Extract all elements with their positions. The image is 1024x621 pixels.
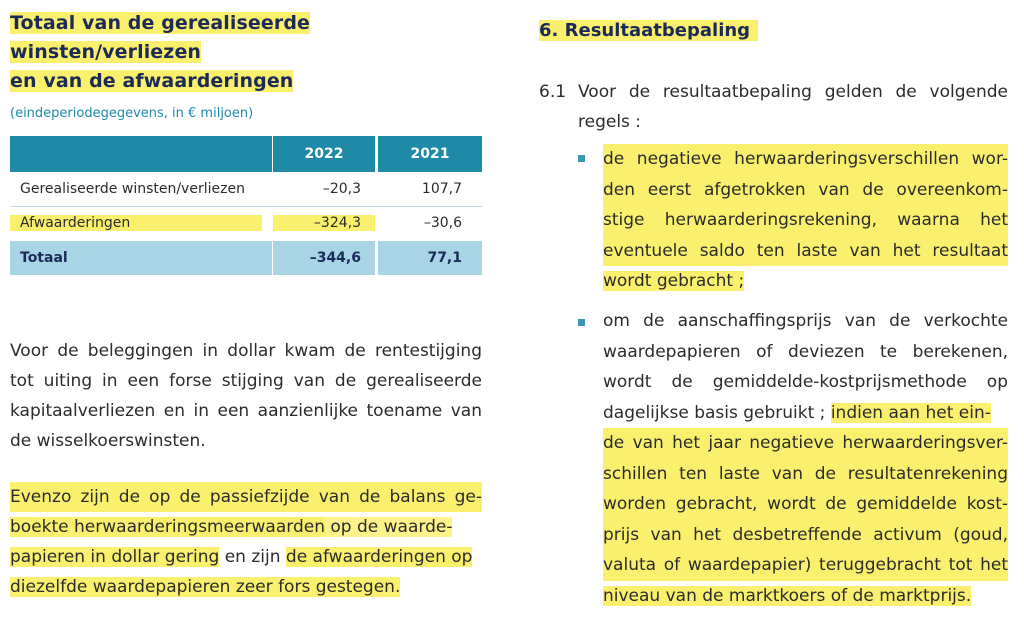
table-row <box>10 207 482 239</box>
text-line: prijs van het desbetreffende activum (goud, <box>603 520 1008 551</box>
title-line-1: Totaal van de gerealiseerde winsten/verliezen <box>10 12 311 63</box>
row-value-2022: –20,3 <box>322 181 361 197</box>
text-line: om de aanschaffingsprijs van de verkochte <box>603 311 1008 331</box>
row-label-wrap <box>10 207 272 239</box>
title-line-2: en van de afwaarderingen <box>10 70 294 92</box>
paragraph-revaluation <box>10 482 482 602</box>
total-value-2022: –344,6 <box>273 241 375 275</box>
bullet-marker <box>578 155 585 162</box>
text-fragment: de afwaarderingen op <box>285 547 473 567</box>
item-intro <box>578 77 1008 137</box>
text-line: diezelfde waardepapieren zeer fors gestegen. <box>10 577 401 597</box>
section-title-text: 6. Resultaatbepaling <box>539 20 758 41</box>
text-line: schillen ten laste van de resultatenrekening <box>603 459 1008 490</box>
results-table <box>10 136 482 275</box>
text-fragment: boekte herwaarderingsmeerwaarden <box>10 517 325 537</box>
header-2021: 2021 <box>378 136 482 172</box>
text-line: de wisselkoerswinsten. <box>10 431 206 451</box>
text-fragment: op de waarde- <box>324 517 453 537</box>
text-line: eventuele saldo ten laste van het resultaat <box>603 236 1008 267</box>
header-label-cell <box>10 136 272 172</box>
row-value-2021: 107,7 <box>421 181 462 197</box>
table-section-title <box>10 9 480 96</box>
table-header-row <box>10 136 482 172</box>
item-number: 6.1 <box>539 82 567 102</box>
text-line: kapitaalverliezen en in een aanzienlijke toename van <box>10 401 482 421</box>
row-label: Afwaarderingen <box>10 215 262 231</box>
total-label: Totaal <box>10 241 272 275</box>
row-value-2021: –30,6 <box>423 215 462 231</box>
text-line: de negatieve herwaarderingsverschillen wor- <box>603 144 1008 175</box>
paragraph-dollar-investments <box>10 336 482 456</box>
text-line: waardepapieren of deviezen te berekenen, <box>603 341 1008 362</box>
bullet-item-acquisition-price <box>603 306 1008 611</box>
text-line: tot uiting in een forse stijging van de gerealiseerde <box>10 371 482 391</box>
row-label: Gerealiseerde winsten/verliezen <box>20 181 245 197</box>
text-line: wordt de gemiddelde-kostprijsmethode op <box>603 372 1008 392</box>
text-line: Voor de resultaatbepaling gelden de volgende <box>578 82 1008 102</box>
table-subcaption: (eindeperiodegegevens, in € miljoen) <box>10 106 254 121</box>
text-fragment: papieren in dollar gering <box>10 547 220 567</box>
row-value-2022-wrap <box>273 207 375 239</box>
text-line: Evenzo zijn de op de passiefzijde van de balans ge- <box>10 482 482 512</box>
text-line: valuta of waardepapier) teruggebracht tot het <box>603 550 1008 581</box>
table-row <box>10 172 482 207</box>
row-value-2022: –324,3 <box>273 215 375 231</box>
total-value-2021: 77,1 <box>378 241 482 275</box>
bullet-marker <box>578 319 585 326</box>
text-line: wordt gebracht ; <box>603 271 745 291</box>
table-total-row <box>10 241 482 275</box>
text-line: den eerst afgetrokken van de overeenkom- <box>603 175 1008 206</box>
text-line: stige herwaarderingsrekening, waarna het <box>603 205 1008 236</box>
text-line: de van het jaar negatieve herwaarderingsver- <box>603 428 1008 459</box>
text-line: regels : <box>578 112 642 132</box>
header-2022: 2022 <box>273 136 375 172</box>
text-fragment: indien aan het ein- <box>830 402 991 423</box>
section-6-title <box>539 17 758 45</box>
text-fragment: dagelijkse basis gebruikt ; <box>603 402 831 423</box>
text-line: worden gebracht, wordt de gemiddelde kost- <box>603 489 1008 520</box>
text-line: niveau van de marktkoers of de marktprijs. <box>603 585 972 606</box>
text-line: Voor de beleggingen in dollar kwam de rentestijging <box>10 341 482 361</box>
bullet-item-negative-differences <box>603 144 1008 297</box>
text-fragment: en zijn <box>219 547 286 567</box>
